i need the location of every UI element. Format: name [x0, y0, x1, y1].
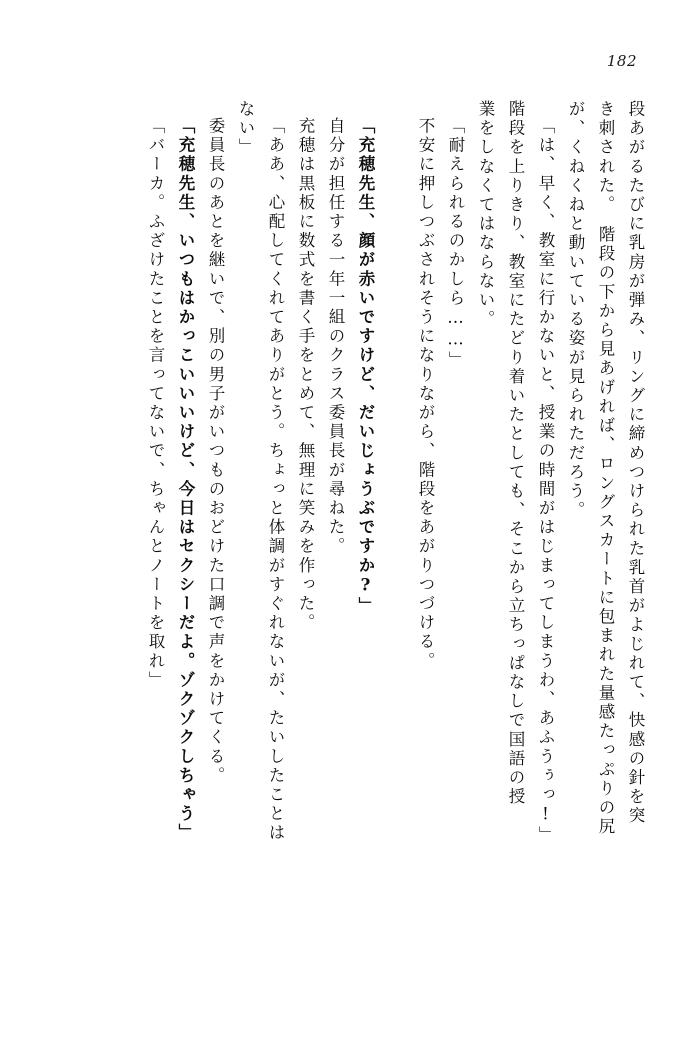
text-line-blank	[373, 100, 403, 940]
text-line: 不安に押しつぶされそうになりながら、階段をあがりつづける。	[416, 117, 435, 671]
text-line: き刺された。 階段の下から見あげれば、ロングスカートに包まれた量感たっぷりの尻	[596, 100, 615, 837]
text-line: 段あがるたびに乳房が弾み、リングに締めつけられた乳首がよじれて、快感の針を突	[626, 100, 645, 826]
page-number: 182	[606, 52, 637, 70]
text-line: 「バーカ。ふざけたことを言ってないで、ちゃんとノートを取れ」	[146, 117, 165, 690]
text-line: 「耐えられるのかしら……」	[446, 117, 465, 371]
text-line: 委員長のあとを継いで、別の男子がいつものおどけた口調で声をかけてくる。	[206, 117, 225, 786]
text-line: が、くねくねと動いている姿が見られただろう。	[566, 100, 585, 521]
text-line: 「ああ、心配してくれてありがとう。ちょっと体調がすぐれないが、たいしたことは	[266, 117, 285, 843]
text-line: 「は、早く、教室に行かないと、授業の時間がはじまってしまうわ、あふうぅっ!」	[536, 117, 555, 846]
text-line: 階段を上りきり、教室にたどり着いたとしても、そこから立ちっぱなしで国語の授	[506, 100, 525, 807]
text-line: 業をしなくてはならない。	[476, 100, 495, 330]
text-line: 「充穂先生、いつもはかっこいいいけど、今日はセクシーだよ。ゾクゾクしちゃう」	[176, 117, 195, 843]
page-body-text	[52, 100, 643, 990]
text-line: 充穂は黒板に数式を書く手をとめて、無理に笑みを作った。	[296, 117, 315, 633]
text-line: 自分が担任する一年一組のクラス委員長が尋ねた。	[326, 117, 345, 557]
text-line: ない」	[236, 100, 255, 158]
text-line: 「充穂先生、顔が赤いですけど、だいじょうぶですか?」	[356, 117, 375, 617]
